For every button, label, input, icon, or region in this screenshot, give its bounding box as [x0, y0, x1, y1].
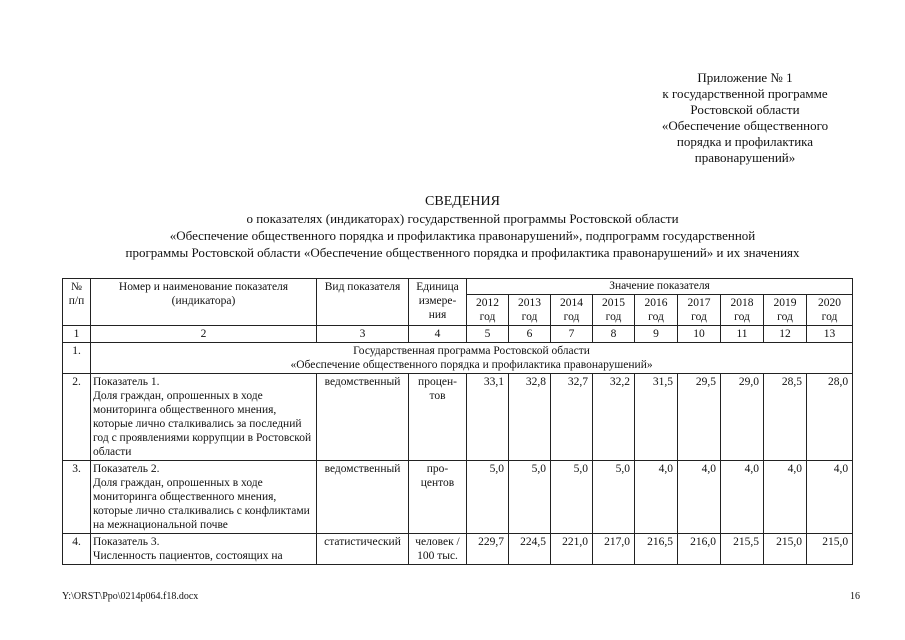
indicator-name — [91, 461, 317, 534]
header-year: 2017 год — [678, 295, 721, 326]
indicator-unit: про-центов — [409, 461, 467, 534]
column-number: 12 — [764, 326, 807, 343]
section-num: 1. — [63, 343, 91, 374]
value-cell: 229,7 — [467, 534, 509, 565]
indicator-title: Показатель 2. — [93, 463, 160, 475]
table-row — [63, 374, 853, 461]
column-number: 3 — [317, 326, 409, 343]
value-cell: 5,0 — [467, 461, 509, 534]
value-cell: 216,0 — [678, 534, 721, 565]
appendix-line: правонарушений» — [694, 150, 796, 165]
value-cell: 32,2 — [593, 374, 635, 461]
indicator-type: статистический — [317, 534, 409, 565]
value-cell: 215,0 — [764, 534, 807, 565]
heading-line: о показателях (индикаторах) государственной программы Ростовской области — [246, 211, 679, 226]
row-num: 4. — [63, 534, 91, 565]
value-cell: 31,5 — [635, 374, 678, 461]
indicator-title: Показатель 3. — [93, 536, 160, 548]
indicators-table — [62, 278, 853, 565]
section-row — [63, 343, 853, 374]
column-number: 2 — [91, 326, 317, 343]
value-cell: 215,0 — [807, 534, 853, 565]
indicator-name — [91, 374, 317, 461]
column-number: 5 — [467, 326, 509, 343]
column-number-row — [63, 326, 853, 343]
value-cell: 32,7 — [551, 374, 593, 461]
header-year: 2018 год — [721, 295, 764, 326]
column-number: 8 — [593, 326, 635, 343]
column-number: 6 — [509, 326, 551, 343]
table-row — [63, 534, 853, 565]
value-cell: 215,5 — [721, 534, 764, 565]
page-number: 16 — [850, 591, 860, 602]
header-year: 2016 год — [635, 295, 678, 326]
header-year: 2019 год — [764, 295, 807, 326]
indicator-unit: процен-тов — [409, 374, 467, 461]
header-year: 2014 год — [551, 295, 593, 326]
value-cell: 28,5 — [764, 374, 807, 461]
value-cell: 224,5 — [509, 534, 551, 565]
column-number: 7 — [551, 326, 593, 343]
header-type: Вид показателя — [317, 279, 409, 326]
document-heading — [40, 193, 885, 261]
appendix-line: к государственной программе — [662, 86, 828, 101]
section-title — [91, 343, 853, 374]
header-year: 2020 год — [807, 295, 853, 326]
value-cell: 5,0 — [509, 461, 551, 534]
column-number: 10 — [678, 326, 721, 343]
value-cell: 217,0 — [593, 534, 635, 565]
column-number: 4 — [409, 326, 467, 343]
indicator-type: ведомственный — [317, 374, 409, 461]
indicator-desc: Численность пациентов, состоящих на — [93, 550, 283, 562]
value-cell: 5,0 — [593, 461, 635, 534]
header-name: Номер и наименование показателя (индикатора) — [91, 279, 317, 326]
value-cell: 32,8 — [509, 374, 551, 461]
appendix-line: порядка и профилактика — [676, 134, 814, 149]
appendix-note — [640, 70, 850, 166]
value-cell: 4,0 — [807, 461, 853, 534]
indicator-unit: человек / 100 тыс. — [409, 534, 467, 565]
indicator-desc: Доля граждан, опрошенных в ходе мониторинга общественного мнения, которые лично сталкивались за последний год с проявлениями коррупции в Ростовской области — [93, 390, 312, 458]
header-num: № п/п — [63, 279, 91, 326]
value-cell: 28,0 — [807, 374, 853, 461]
table-header-row — [63, 279, 853, 295]
row-num: 2. — [63, 374, 91, 461]
appendix-line: «Обеспечение общественного — [661, 118, 829, 133]
value-cell: 4,0 — [721, 461, 764, 534]
footer-file-path: Y:\ORST\Ppo\0214p064.f18.docx — [62, 591, 199, 602]
indicator-desc: Доля граждан, опрошенных в ходе мониторинга общественного мнения, которые лично сталкивались с конфликтами на межнациональной почве — [93, 477, 310, 531]
value-cell: 216,5 — [635, 534, 678, 565]
value-cell: 5,0 — [551, 461, 593, 534]
indicator-title: Показатель 1. — [93, 376, 160, 388]
value-cell: 4,0 — [635, 461, 678, 534]
header-year: 2012 год — [467, 295, 509, 326]
column-number: 1 — [63, 326, 91, 343]
indicator-type: ведомственный — [317, 461, 409, 534]
appendix-line: Приложение № 1 — [697, 70, 793, 85]
appendix-line: Ростовской области — [690, 102, 800, 117]
heading-line: «Обеспечение общественного порядка и профилактика правонарушений», подпрограмм государственной — [169, 228, 756, 243]
value-cell: 4,0 — [678, 461, 721, 534]
value-cell: 29,0 — [721, 374, 764, 461]
row-num: 3. — [63, 461, 91, 534]
value-cell: 29,5 — [678, 374, 721, 461]
document-title: СВЕДЕНИЯ — [425, 194, 500, 209]
header-unit: Единица измере-ния — [409, 279, 467, 326]
value-cell: 33,1 — [467, 374, 509, 461]
column-number: 13 — [807, 326, 853, 343]
header-year: 2015 год — [593, 295, 635, 326]
value-cell: 221,0 — [551, 534, 593, 565]
table-row — [63, 461, 853, 534]
indicator-name — [91, 534, 317, 565]
column-number: 9 — [635, 326, 678, 343]
column-number: 11 — [721, 326, 764, 343]
header-year: 2013 год — [509, 295, 551, 326]
header-value-group: Значение показателя — [467, 279, 853, 295]
section-line: Государственная программа Ростовской области — [353, 345, 590, 357]
section-line: «Обеспечение общественного порядка и профилактика правонарушений» — [290, 359, 653, 371]
value-cell: 4,0 — [764, 461, 807, 534]
heading-line: программы Ростовской области «Обеспечение общественного порядка и профилактика правонарушений» и их значениях — [125, 245, 800, 260]
